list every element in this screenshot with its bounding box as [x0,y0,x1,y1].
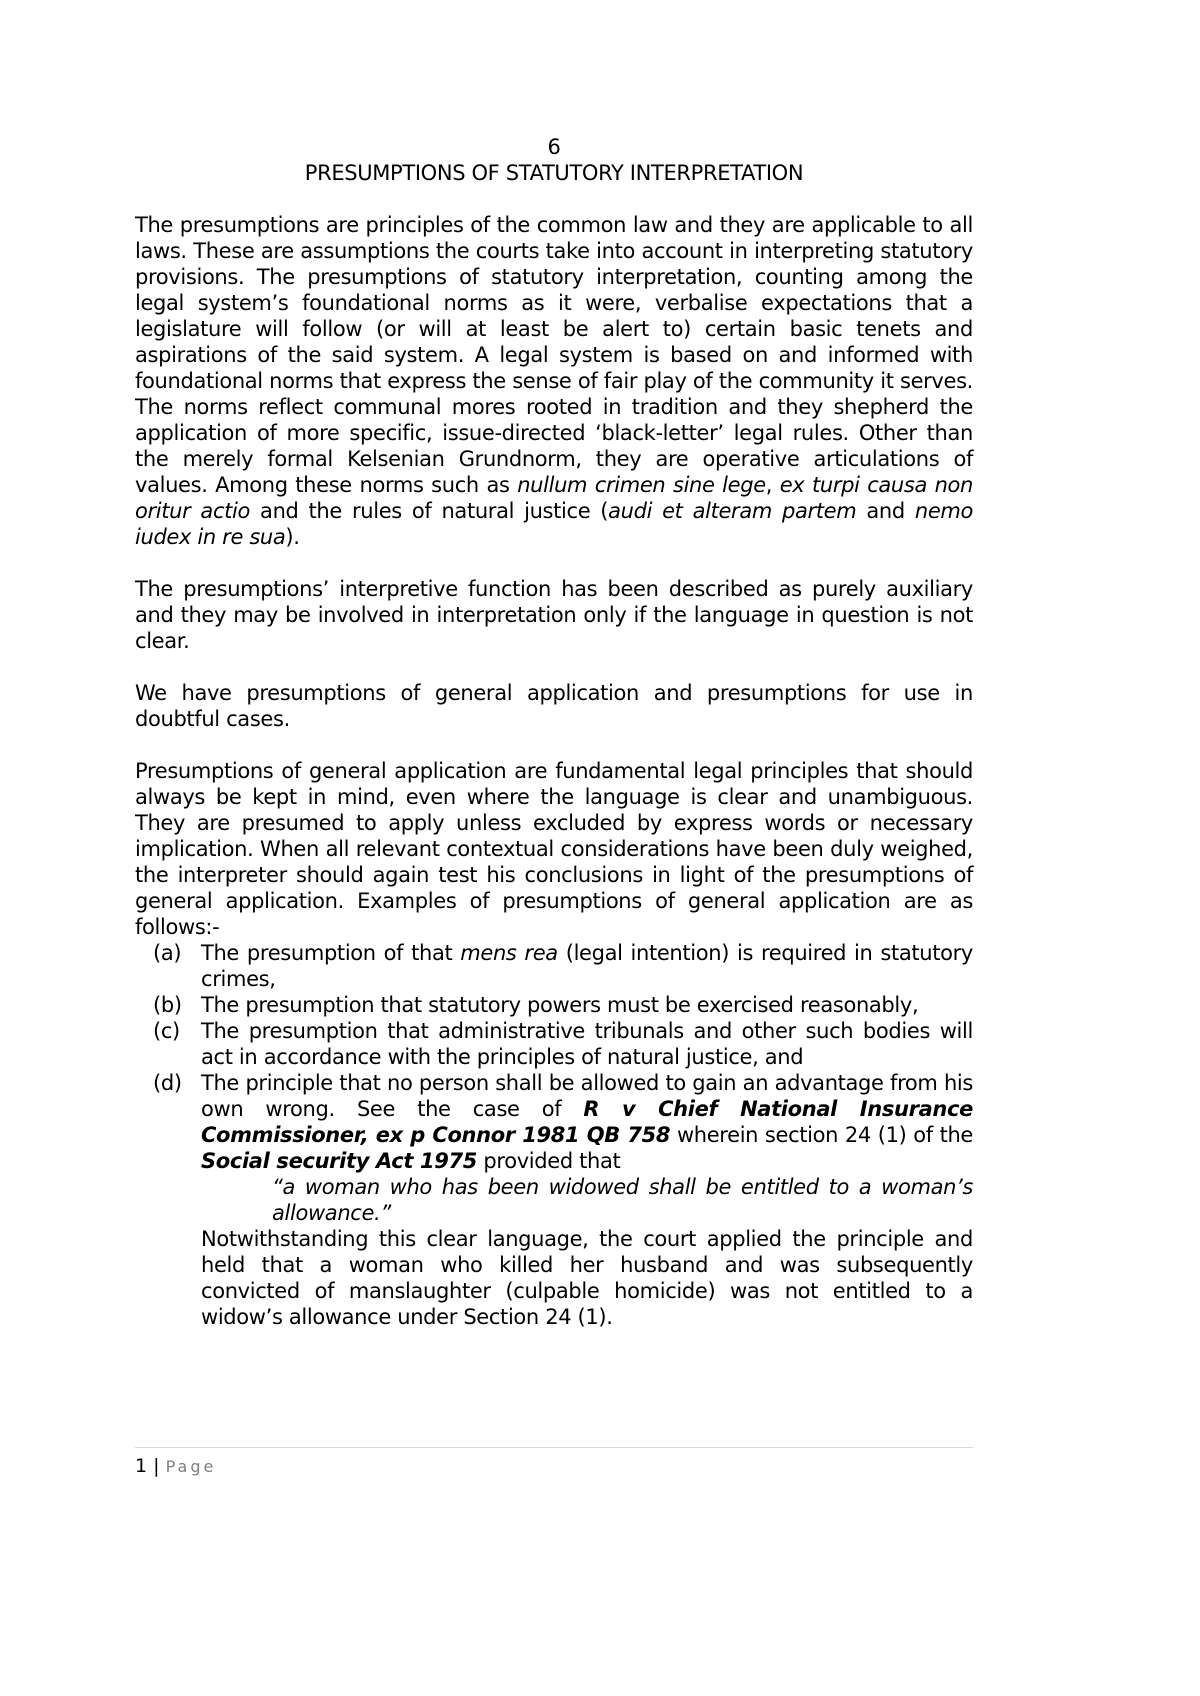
paragraph [135,680,973,732]
page-label: Page [165,1457,217,1476]
list-item [135,1018,973,1070]
paragraph [135,576,973,654]
text-run: The principle that no person shall be allowed to gain an advantage from his own wrong. See the case of [201,1071,973,1121]
text-run: (legal intention) is required in statutory crimes, [201,941,973,991]
text-run: The presumption of that [201,941,461,965]
footer-separator: | [147,1455,166,1477]
list-item [135,1070,973,1174]
list-item [135,992,973,1018]
text-run: and [856,499,915,523]
text-run: wherein section 24 (1) of the [670,1123,973,1147]
latin-term: mens rea [460,941,558,965]
page-number: 1 [135,1455,148,1477]
latin-term: ex turpi causa non oritur actio [135,473,973,523]
latin-term: audi et alteram partem [608,499,857,523]
text-run: provided that [477,1149,621,1173]
body-paragraphs [135,212,973,940]
list-label: (b) [153,993,182,1017]
presumptions-list [135,940,973,1174]
text-run: and the rules of natural justice ( [250,499,609,523]
text-run: The presumption that administrative tribunals and other such bodies will act in accordance with the principles of natural justice, and [201,1019,973,1069]
paragraph [135,758,973,940]
latin-term: nullum crimen sine lege [517,473,766,497]
text-run: The presumptions’ interpretive function has been described as purely auxiliary and they may be involved in interpretation only if the language in question is not clear. [135,577,973,653]
list-item [135,940,973,992]
list-label: (c) [153,1019,180,1043]
case-citation: Social security Act 1975 [201,1149,478,1173]
text-run: The presumptions are principles of the common law and they are applicable to all laws. These are assumptions the courts take into account in interpreting statutory provisions. The presumptions of statutory interpretation, counting among the legal system’s foundational norms as it were, verbalise expectations that a legislature will follow (or will at least be alert to) certain basic tenets and aspirations of the said system. A legal system is based on and informed with foundational norms that express the sense of fair play of the community it serves. The norms reflect communal mores rooted in tradition and they shepherd the application of more specific, issue-directed ‘black-letter’ legal rules. Other than the merely formal Kelsenian Grundnorm, they are operative articulations of values. Among these norms such as [135,213,973,497]
page-footer [135,1447,973,1479]
latin-term: nemo iudex in re sua [135,499,973,549]
text-run: , [765,473,780,497]
document-page [135,134,973,1330]
text-run: ). [285,525,300,549]
conclusion-paragraph: Notwithstanding this clear language, the court applied the principle and held that a woman who killed her husband and was subsequently convicted of manslaughter (culpable homicide) was not entitled to a widow’s allowance under Section 24 (1). [201,1227,973,1329]
paragraph [135,212,973,550]
page-title: PRESUMPTIONS OF STATUTORY INTERPRETATION [304,161,804,185]
list-label: (d) [153,1071,182,1095]
list-label: (a) [153,941,182,965]
text-run: Presumptions of general application are fundamental legal principles that should always be kept in mind, even where the language is clear and unambiguous. They are presumed to apply unless excluded by express words or necessary implication. When all relevant contextual considerations have been duly weighed, the interpreter should again test his conclusions in light of the presumptions of general application. Examples of presumptions of general application are as follows:- [135,759,973,939]
case-citation: R v Chief National Insurance Commissioner, ex p Connor 1981 QB 758 [201,1097,973,1147]
statute-quote: “a woman who has been widowed shall be entitled to a woman’s allowance.” [272,1175,973,1225]
text-run: We have presumptions of general application and presumptions for use in doubtful cases. [135,681,973,731]
chapter-number: 6 [547,135,561,159]
text-run: The presumption that statutory powers must be exercised reasonably, [201,993,919,1017]
